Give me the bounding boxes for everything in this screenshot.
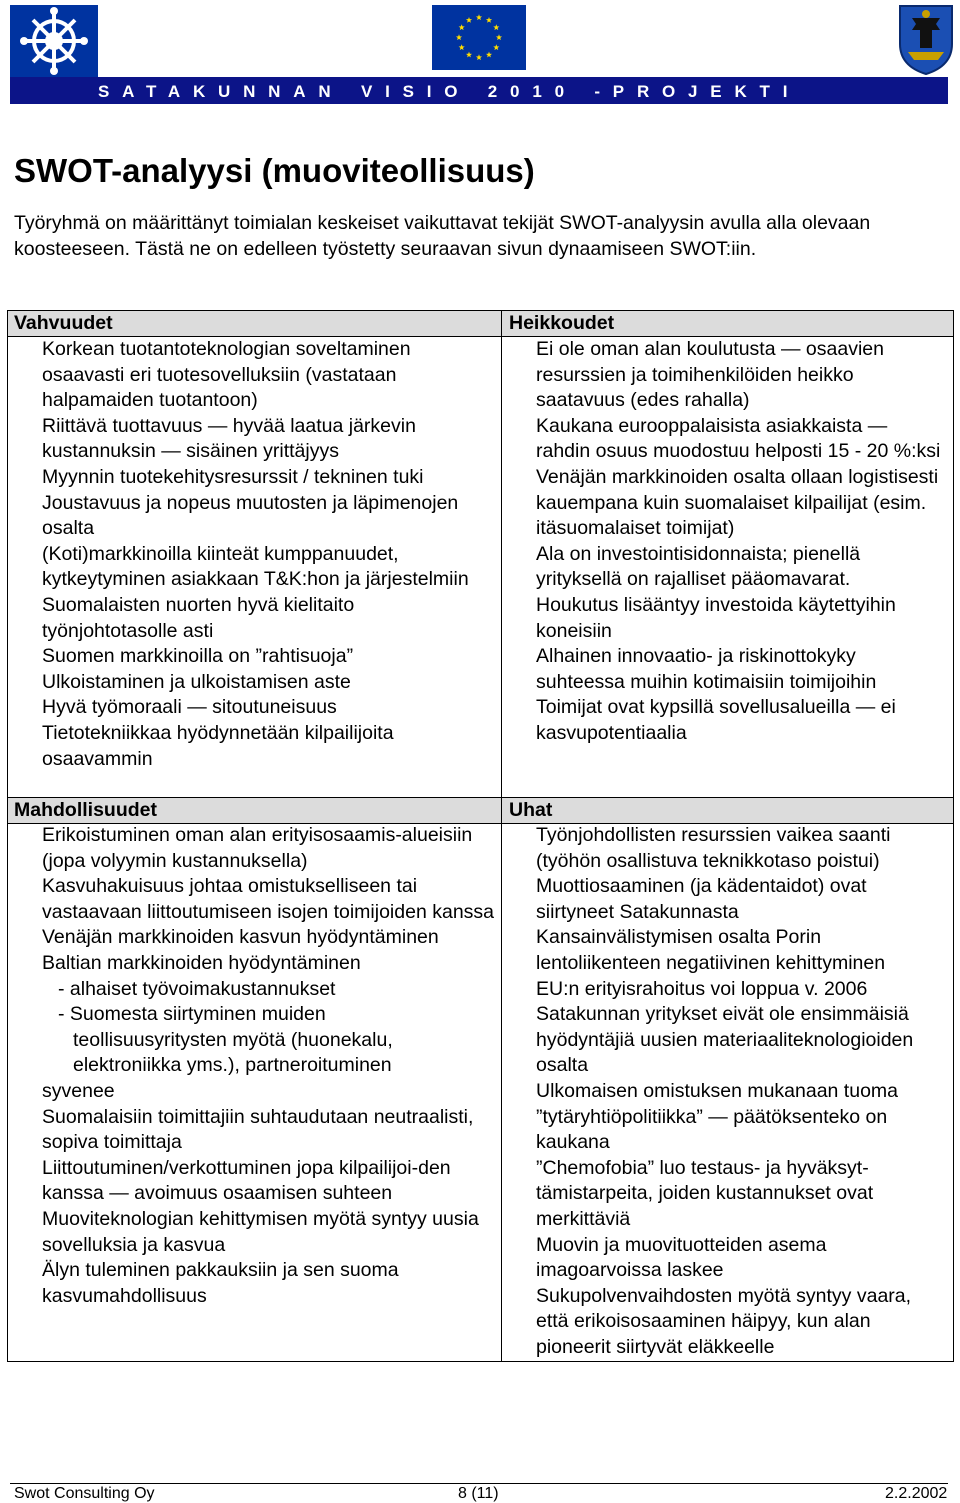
list-item: Työnjohdollisten resurssien vaikea saanti (työhön osallistuva teknikkotaso poistui) [536, 824, 891, 872]
list-item: Muovin ja muovituotteiden asema imagoarvoissa laskee [536, 1233, 827, 1282]
list-item: Suomalaisten nuorten hyvä kielitaito työnjohtotasolle asti [42, 593, 355, 642]
threats-list [536, 823, 948, 1360]
list-item: Alhainen innovaatio- ja riskinottokyky suhteessa muihin kotimaisiin toimijoihin [536, 645, 877, 693]
list-item: Ulkomaisen omistuksen mukanaan tuoma ”tytäryhtiöpolitiikka” — päätöksenteko on kaukana [536, 1079, 899, 1154]
list-item: Venäjän markkinoiden osalta ollaan logistisesti kauempana kuin suomalaiset kilpailijat (esim. itäsuomalaiset toimijat) [536, 465, 939, 540]
list-item: Muottiosaaminen (ja kädentaidot) ovat siirtyneet Satakunnasta [536, 875, 867, 923]
subitem-text: - alhaiset työvoimakustannukset [58, 977, 336, 1000]
list-item: Riittävä tuottavuus — hyvää laatua järkevin kustannuksin — sisäinen yrittäjyys [42, 414, 416, 463]
list-item: Satakunnan yritykset eivät ole ensimmäisiä hyödyntäjiä uusien materiaaliteknologioiden osalta [536, 1003, 914, 1077]
list-item: Korkean tuotantoteknologian soveltaminen osaavasti eri tuotesovelluksiin (vastataan halpamaiden tuotantoon) [42, 338, 411, 412]
threats-heading: Uhat [509, 799, 553, 821]
opportunities-heading: Mahdollisuudet [14, 799, 157, 821]
subitem-continuation: teollisuusyritysten myötä (huonekalu, elektroniikka yms.), partneroituminen [73, 1028, 393, 1077]
list-item: Sukupolvenvaihdosten myötä syntyy vaara, että erikoisosaaminen häipyy, kun alan pioneerit siirtyvät eläkkeelle [536, 1284, 912, 1358]
list-item: syvenee [42, 1079, 115, 1102]
list-item: Myynnin tuotekehitysresurssit / tekninen tuki [42, 465, 424, 488]
header-band-top [8, 311, 953, 337]
opportunities-list [42, 823, 494, 1309]
page-title: SWOT-analyysi (muoviteollisuus) [14, 152, 535, 189]
strengths-list [42, 337, 492, 772]
list-item: Kasvuhakuisuus johtaa omistukselliseen tai vastaavaan liittoutumiseen isojen toimijoiden kanssa [42, 875, 495, 923]
list-item: Houkutus lisääntyy investoida käytettyihin koneisiin [536, 593, 896, 642]
list-item: Erikoistuminen oman alan erityisosaamis-alueisiin (jopa volyymin kustannuksella) [42, 824, 473, 872]
list-item: (Koti)markkinoilla kiinteät kumppanuudet, kytkeytyminen asiakkaan T&K:hon ja järjestelmiin [42, 542, 469, 591]
list-item: Suomalaisiin toimittajiin suhtaudutaan neutraalisti, sopiva toimittaja [42, 1105, 474, 1154]
list-item: EU:n erityisrahoitus voi loppua v. 2006 [536, 977, 868, 1000]
footer-page-number: 8 (11) [458, 1485, 499, 1502]
footer-date: 2.2.2002 [885, 1485, 948, 1502]
list-item: Hyvä työmoraali — sitoutuneisuus [42, 696, 337, 719]
eu-flag-logo [432, 5, 526, 70]
list-item: Venäjän markkinoiden kasvun hyödyntäminen [42, 926, 439, 949]
satakunta-crest-logo [898, 4, 954, 76]
list-item: Baltian markkinoiden hyödyntäminen [42, 951, 361, 974]
list-item: Kansainvälistymisen osalta Porin lentoliikenteen negatiivinen kehittyminen [536, 926, 886, 974]
list-item: Ulkoistaminen ja ulkoistamisen aste [42, 670, 351, 693]
list-item: Liittoutuminen/verkottuminen jopa kilpailijoi-den kanssa — avoimuus osaamisen suhteen [42, 1156, 451, 1205]
subitem-text: - Suomesta siirtyminen muiden [58, 1003, 326, 1026]
list-item: Ala on investointisidonnaista; pienellä yrityksellä on rajalliset pääomavarat. [536, 542, 861, 591]
project-title: SATAKUNNAN VISIO 2010 -PROJEKTI [98, 82, 801, 101]
list-item: Tietotekniikkaa hyödynnetään kilpailijoita osaavammin [42, 721, 394, 770]
list-item: Älyn tuleminen pakkauksiin ja sen suoma kasvumahdollisuus [42, 1259, 399, 1307]
footer-company: Swot Consulting Oy [14, 1485, 155, 1502]
list-item: Joustavuus ja nopeus muutosten ja läpimenojen osalta [42, 491, 459, 540]
strengths-heading: Vahvuudet [14, 312, 113, 334]
weaknesses-heading: Heikkoudet [509, 312, 615, 334]
list-item: Muoviteknologian kehittymisen myötä syntyy uusia sovelluksia ja kasvua [42, 1207, 479, 1256]
list-subitem [42, 1002, 494, 1079]
list-item: Suomen markkinoilla on ”rahtisuoja” [42, 645, 354, 668]
list-item: Kaukana eurooppalaisista asiakkaista — rahdin osuus muodostuu helposti 15 - 20 %:ksi [536, 414, 941, 463]
ship-wheel-logo [10, 5, 98, 77]
swot-table [7, 310, 954, 1362]
list-item: ”Chemofobia” luo testaus- ja hyväksyt-tämistarpeita, joiden kustannukset ovat merkittäviä [536, 1156, 874, 1230]
list-item: Toimijat ovat kypsillä sovellusalueilla — ei kasvupotentiaalia [536, 696, 896, 744]
list-item: Ei ole oman alan koulutusta — osaavien resurssien ja toimihenkilöiden heikko saatavuus (edes rahalla) [536, 338, 884, 412]
intro-paragraph: Työryhmä on määrittänyt toimialan keskeiset vaikuttavat tekijät SWOT-analyysin avulla alla olevaan koosteeseen. Tästä ne on edelleen työstetty seuraavan sivun dynaamiseen SWOT:iin. [14, 212, 871, 260]
column-divider [501, 311, 502, 1361]
weaknesses-list [536, 337, 941, 747]
footer-divider [10, 1483, 948, 1484]
list-subitem [42, 977, 494, 1003]
